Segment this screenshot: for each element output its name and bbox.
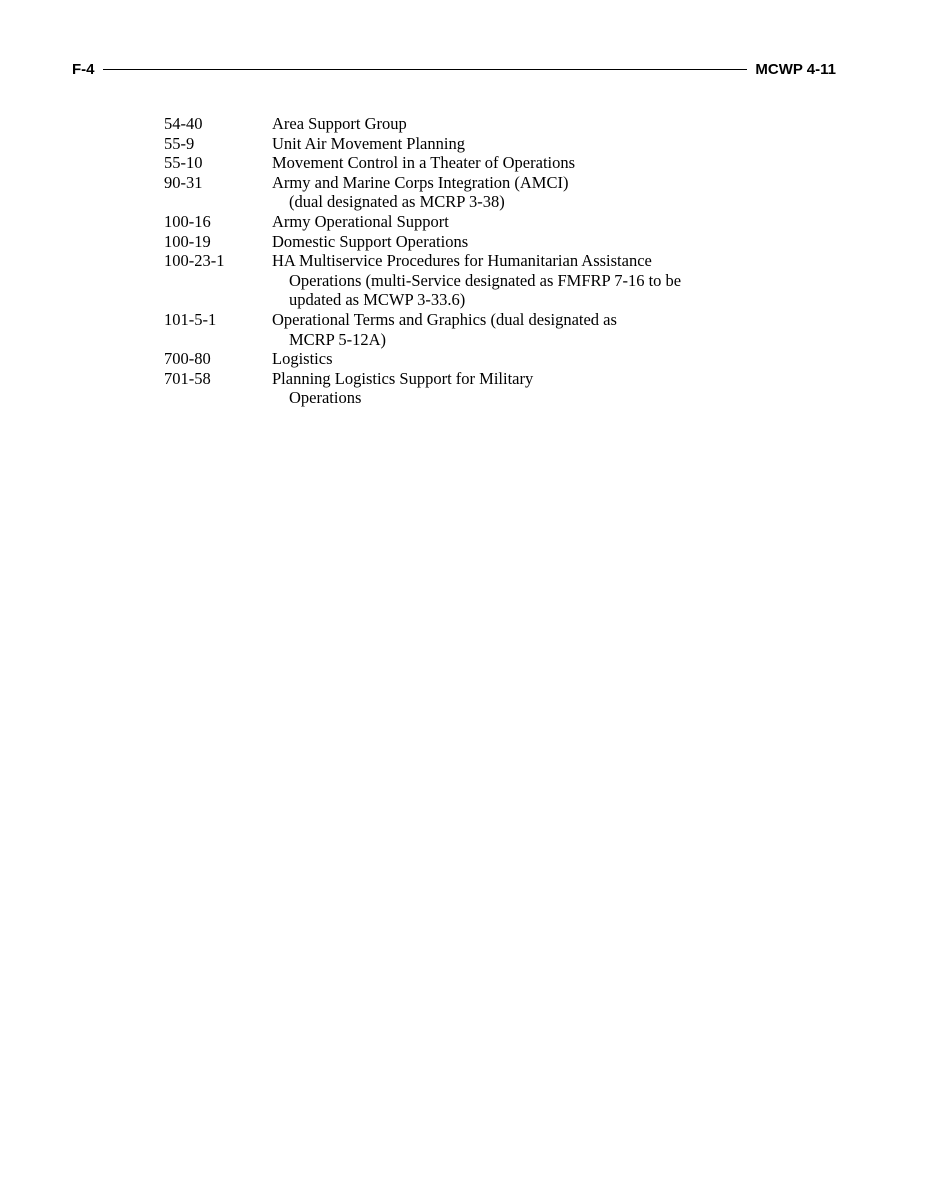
- reference-number: 90-31: [164, 172, 203, 192]
- header-rule: [103, 69, 748, 70]
- reference-title-line: (dual designated as MCRP 3-38): [289, 192, 505, 212]
- reference-row: [164, 310, 784, 349]
- reference-row: [164, 134, 784, 154]
- reference-title: [272, 310, 784, 349]
- reference-title-line: HA Multiservice Procedures for Humanitarian Assistance: [272, 251, 652, 271]
- reference-title: [272, 212, 784, 232]
- reference-title-line: Domestic Support Operations: [272, 231, 469, 251]
- publication-title: MCWP 4-11: [755, 60, 836, 78]
- reference-title-line: Planning Logistics Support for Military: [272, 368, 534, 388]
- reference-number: 100-19: [164, 231, 211, 251]
- reference-title-line: Unit Air Movement Planning: [272, 133, 465, 153]
- reference-title: [272, 232, 784, 252]
- reference-title-line: Movement Control in a Theater of Operations: [272, 153, 576, 173]
- reference-title: [272, 153, 784, 173]
- reference-row: [164, 251, 784, 310]
- reference-title-line: MCRP 5-12A): [289, 329, 387, 349]
- reference-row: [164, 114, 784, 134]
- page-header: [72, 59, 836, 79]
- reference-row: [164, 212, 784, 232]
- reference-number: 54-40: [164, 114, 203, 133]
- reference-title-line: Army Operational Support: [272, 211, 449, 231]
- reference-row: [164, 153, 784, 173]
- reference-number: 100-16: [164, 211, 211, 231]
- reference-title-line: Operations (multi-Service designated as FMFRP 7-16 to be: [289, 270, 682, 290]
- reference-number: 55-10: [164, 153, 203, 173]
- reference-row: [164, 173, 784, 212]
- reference-row: [164, 369, 784, 408]
- reference-title-line: updated as MCWP 3-33.6): [289, 290, 466, 310]
- reference-number: 101-5-1: [164, 309, 217, 329]
- reference-title: [272, 369, 784, 408]
- reference-title-line: Army and Marine Corps Integration (AMCI): [272, 172, 569, 192]
- reference-title: [272, 173, 784, 212]
- reference-number: 700-80: [164, 349, 211, 369]
- reference-title-line: Operational Terms and Graphics (dual designated as: [272, 309, 617, 329]
- reference-title-line: Area Support Group: [272, 114, 407, 133]
- reference-title: [272, 251, 784, 310]
- reference-number: 701-58: [164, 368, 211, 388]
- page-number: F-4: [72, 60, 95, 78]
- reference-row: [164, 232, 784, 252]
- reference-number: 100-23-1: [164, 251, 225, 271]
- reference-row: [164, 349, 784, 369]
- reference-title-line: Operations: [289, 388, 362, 408]
- reference-title-line: Logistics: [272, 349, 333, 369]
- reference-title: [272, 134, 784, 154]
- reference-title: [272, 114, 784, 134]
- reference-list: [164, 114, 784, 408]
- reference-title: [272, 349, 784, 369]
- reference-number: 55-9: [164, 133, 195, 153]
